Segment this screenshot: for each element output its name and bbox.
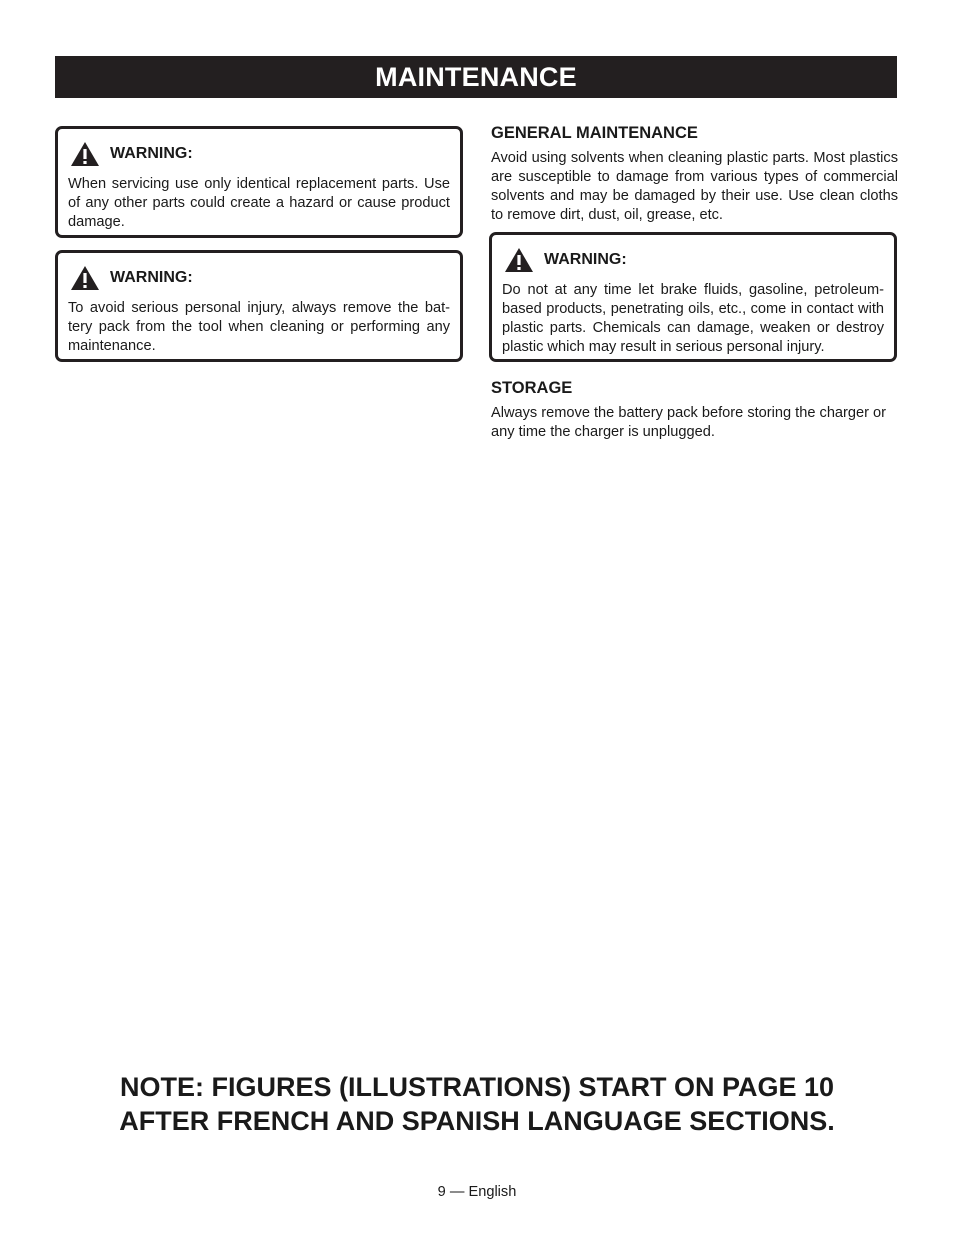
page-footer: 9 — English xyxy=(437,1184,517,1200)
warning-box-chemicals xyxy=(489,232,897,362)
warning-header xyxy=(70,141,460,167)
warning-triangle-icon xyxy=(70,265,100,291)
figures-note-line-2: AFTER FRENCH AND SPANISH LANGUAGE SECTIONS. xyxy=(119,1106,835,1136)
figures-note xyxy=(40,1070,914,1138)
warning-title: WARNING: xyxy=(544,251,627,268)
warning-triangle-icon xyxy=(504,247,534,273)
figures-note-line-1: NOTE: FIGURES (ILLUSTRATIONS) START ON PAGE 10 xyxy=(119,1072,834,1102)
page-title: MAINTENANCE xyxy=(55,56,897,98)
warning-header xyxy=(504,247,894,273)
warning-title: WARNING: xyxy=(110,145,193,162)
storage-text: Always remove the battery pack before storing the charger or any time the charger is unplugged. xyxy=(491,405,887,440)
warning-text: To avoid serious personal injury, always remove the bat-tery pack from the tool when cleaning or performing any maintenance. xyxy=(68,300,450,354)
warning-triangle-icon xyxy=(70,141,100,167)
general-maintenance-text: Avoid using solvents when cleaning plastic parts. Most plastics are susceptible to damage from various types of commercial solvents and may be damaged by their use. Use clean cloths to remove dirt, dust, oil, grease, etc. xyxy=(491,150,898,223)
storage-heading: STORAGE xyxy=(491,379,573,397)
warning-box-remove-battery xyxy=(55,250,463,362)
warning-text: When servicing use only identical replacement parts. Use of any other parts could create a hazard or cause product damage. xyxy=(68,176,450,230)
warning-text: Do not at any time let brake fluids, gasoline, petroleum-based products, penetrating oils, etc., come in contact with plastic parts. Chemicals can damage, weaken or destroy plastic which may result in serious personal injury. xyxy=(502,282,884,355)
general-maintenance-heading: GENERAL MAINTENANCE xyxy=(491,124,698,142)
warning-title: WARNING: xyxy=(110,269,193,286)
warning-box-replacement-parts xyxy=(55,126,463,238)
warning-header xyxy=(70,265,460,291)
